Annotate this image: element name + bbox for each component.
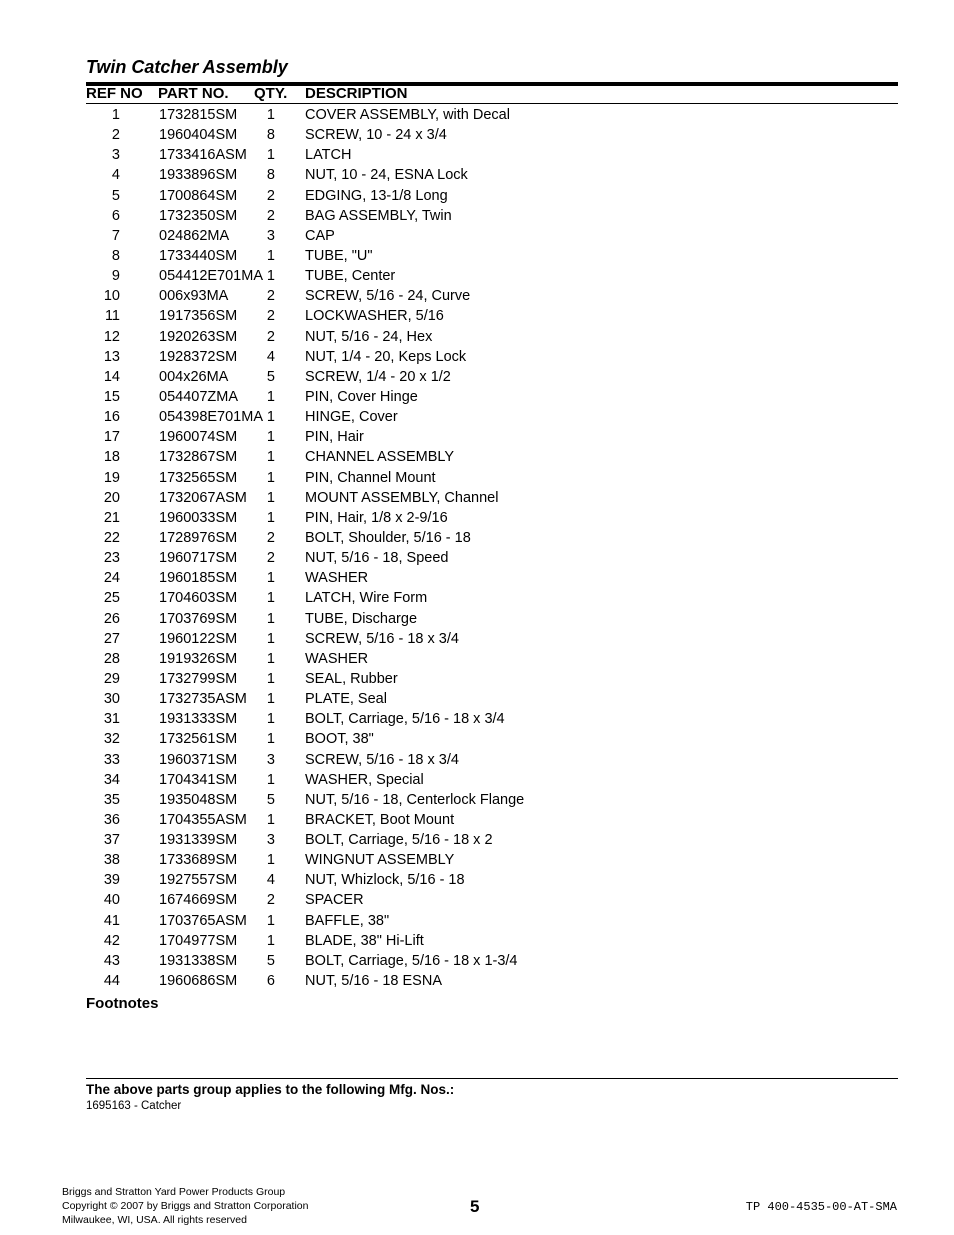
description-cell: LOCKWASHER, 5/16 — [305, 308, 444, 325]
description-cell: WASHER, Special — [305, 771, 424, 788]
description-cell: COVER ASSEMBLY, with Decal — [305, 107, 510, 123]
ref-no-cell: 7 — [111, 227, 120, 244]
ref-no-cell: 29 — [103, 670, 120, 687]
part-no-cell: 1919326SM — [159, 650, 238, 667]
description-cell: PIN, Cover Hinge — [305, 388, 418, 405]
table-row — [0, 932, 954, 952]
ref-no-cell: 11 — [104, 308, 120, 325]
ref-no-cell: 3 — [111, 147, 120, 164]
part-no-cell: 1960371SM — [159, 751, 238, 768]
qty-cell: 2 — [266, 207, 275, 224]
part-no-cell: 1733440SM — [159, 247, 238, 264]
ref-no-cell: 5 — [111, 187, 120, 204]
part-no-cell: 1732815SM — [159, 107, 238, 123]
description-cell: PIN, Hair — [305, 429, 364, 446]
description-cell: BOLT, Shoulder, 5/16 - 18 — [305, 529, 471, 546]
description-cell: WASHER — [305, 650, 369, 667]
description-cell: HINGE, Cover — [305, 409, 398, 426]
description-cell: NUT, 5/16 - 24, Hex — [305, 328, 433, 345]
description-cell: SCREW, 5/16 - 24, Curve — [305, 288, 471, 305]
description-cell: BOLT, Carriage, 5/16 - 18 x 3/4 — [305, 711, 505, 728]
ref-no-cell: 4 — [111, 167, 120, 184]
part-no-cell: 1927557SM — [159, 872, 238, 889]
description-cell: NUT, 5/16 - 18, Speed — [305, 550, 449, 567]
qty-cell: 6 — [266, 973, 275, 990]
part-no-cell: 1960185SM — [159, 570, 238, 587]
page-number: 5 — [470, 1197, 480, 1216]
part-no-cell: 1732565SM — [159, 469, 238, 486]
ref-no-cell: 17 — [103, 429, 120, 446]
part-no-cell: 024862MA — [159, 227, 230, 244]
part-no-cell: 1917356SM — [159, 308, 238, 325]
part-no-cell: 1931338SM — [159, 952, 238, 969]
description-cell: SCREW, 5/16 - 18 x 3/4 — [305, 630, 459, 647]
table-row — [0, 448, 954, 468]
qty-cell: 2 — [266, 308, 275, 325]
table-row — [0, 126, 954, 146]
part-no-cell: 054412E701MA — [159, 268, 263, 285]
table-row — [0, 650, 954, 670]
table-row — [0, 851, 954, 871]
table-row — [0, 328, 954, 348]
ref-no-cell: 22 — [103, 529, 120, 546]
ref-no-cell: 40 — [103, 892, 120, 909]
table-row — [0, 751, 954, 771]
document-number: TP 400-4535-00-AT-SMA — [745, 1200, 897, 1214]
ref-no-cell: 25 — [103, 590, 120, 607]
description-cell: BRACKET, Boot Mount — [305, 811, 455, 828]
qty-cell: 2 — [266, 529, 275, 546]
ref-no-cell: 28 — [103, 650, 120, 667]
description-cell: SCREW, 1/4 - 20 x 1/2 — [305, 368, 451, 385]
qty-cell: 1 — [266, 409, 275, 426]
header-rule — [86, 103, 898, 104]
footer-line: Briggs and Stratton Yard Power Products Group — [62, 1186, 286, 1198]
qty-cell: 1 — [266, 630, 275, 647]
qty-cell: 1 — [266, 731, 275, 748]
qty-cell: 1 — [266, 388, 275, 405]
qty-cell: 5 — [266, 952, 275, 969]
description-cell: BAG ASSEMBLY, Twin — [305, 207, 452, 224]
qty-cell: 1 — [266, 650, 275, 667]
part-no-cell: 1960033SM — [159, 509, 238, 526]
description-cell: BOLT, Carriage, 5/16 - 18 x 2 — [305, 832, 493, 849]
part-no-cell: 1704977SM — [159, 932, 238, 949]
table-row — [0, 267, 954, 287]
ref-no-cell: 36 — [103, 811, 120, 828]
qty-cell: 4 — [266, 348, 275, 365]
ref-no-cell: 27 — [103, 630, 120, 647]
ref-no-cell: 26 — [103, 610, 120, 627]
description-cell: PLATE, Seal — [305, 691, 387, 708]
part-no-cell: 1732350SM — [159, 207, 238, 224]
description-cell: BAFFLE, 38" — [305, 912, 390, 929]
description-cell: TUBE, Discharge — [305, 610, 418, 627]
ref-no-cell: 19 — [103, 469, 120, 486]
description-cell: SCREW, 10 - 24 x 3/4 — [305, 127, 447, 144]
description-cell: LATCH, Wire Form — [305, 590, 428, 607]
description-cell: PIN, Channel Mount — [305, 469, 436, 486]
ref-no-cell: 34 — [103, 771, 120, 788]
description-cell: BOOT, 38" — [305, 731, 374, 748]
qty-cell: 3 — [266, 227, 275, 244]
table-row — [0, 569, 954, 589]
ref-no-cell: 42 — [103, 932, 120, 949]
qty-cell: 3 — [266, 832, 275, 849]
table-row — [0, 529, 954, 549]
description-cell: WASHER — [305, 570, 369, 587]
part-no-cell: 1931339SM — [159, 832, 238, 849]
header-description: DESCRIPTION — [305, 85, 408, 102]
footnotes-heading: Footnotes — [86, 995, 159, 1012]
ref-no-cell: 14 — [103, 368, 120, 385]
table-row — [0, 166, 954, 186]
table-row — [0, 489, 954, 509]
part-no-cell: 1732867SM — [159, 449, 238, 466]
part-no-cell: 1732799SM — [159, 670, 238, 687]
ref-no-cell: 32 — [103, 731, 120, 748]
table-row — [0, 690, 954, 710]
table-row — [0, 146, 954, 166]
description-cell: NUT, 1/4 - 20, Keps Lock — [305, 348, 467, 365]
part-no-cell: 1960686SM — [159, 973, 238, 990]
table-row — [0, 952, 954, 972]
ref-no-cell: 13 — [103, 348, 120, 365]
ref-no-cell: 12 — [103, 328, 120, 345]
qty-cell: 8 — [266, 167, 275, 184]
ref-no-cell: 43 — [103, 952, 120, 969]
description-cell: NUT, 5/16 - 18 ESNA — [305, 973, 442, 990]
ref-no-cell: 33 — [103, 751, 120, 768]
description-cell: CHANNEL ASSEMBLY — [305, 449, 455, 466]
table-row — [0, 368, 954, 388]
qty-cell: 5 — [266, 791, 275, 808]
footer-line: Milwaukee, WI, USA. All rights reserved — [62, 1214, 247, 1226]
table-row — [0, 207, 954, 227]
ref-no-cell: 10 — [103, 288, 120, 305]
part-no-cell: 004x26MA — [159, 368, 229, 385]
qty-cell: 1 — [266, 147, 275, 164]
part-no-cell: 1933896SM — [159, 167, 238, 184]
description-cell: BLADE, 38" Hi-Lift — [305, 932, 424, 949]
qty-cell: 8 — [266, 127, 275, 144]
qty-cell: 1 — [266, 912, 275, 929]
part-no-cell: 1960122SM — [159, 630, 238, 647]
description-cell: SPACER — [305, 892, 364, 909]
ref-no-cell: 9 — [111, 268, 120, 285]
part-no-cell: 1960074SM — [159, 429, 238, 446]
ref-no-cell: 24 — [103, 570, 120, 587]
page-title: Twin Catcher Assembly — [86, 57, 288, 77]
mfg-number: 1695163 - Catcher — [86, 1100, 182, 1112]
qty-cell: 2 — [266, 328, 275, 345]
ref-no-cell: 1 — [111, 107, 120, 123]
qty-cell: 1 — [266, 932, 275, 949]
table-row — [0, 811, 954, 831]
ref-no-cell: 35 — [103, 791, 120, 808]
part-no-cell: 054398E701MA — [159, 409, 263, 426]
header-qty: QTY. — [254, 85, 288, 102]
part-no-cell: 1700864SM — [159, 187, 238, 204]
qty-cell: 1 — [266, 670, 275, 687]
part-no-cell: 1674669SM — [159, 892, 238, 909]
ref-no-cell: 15 — [103, 388, 120, 405]
description-cell: SCREW, 5/16 - 18 x 3/4 — [305, 751, 459, 768]
part-no-cell: 1732561SM — [159, 731, 238, 748]
qty-cell: 1 — [266, 711, 275, 728]
qty-cell: 1 — [266, 449, 275, 466]
table-row — [0, 791, 954, 811]
part-no-cell: 1703769SM — [159, 610, 238, 627]
mfg-rule — [86, 1078, 898, 1079]
ref-no-cell: 16 — [103, 409, 120, 426]
table-row — [0, 287, 954, 307]
qty-cell: 1 — [266, 852, 275, 869]
description-cell: WINGNUT ASSEMBLY — [305, 852, 455, 869]
table-row — [0, 469, 954, 489]
ref-no-cell: 38 — [103, 852, 120, 869]
qty-cell: 1 — [266, 107, 275, 123]
table-row — [0, 972, 954, 992]
part-no-cell: 1928372SM — [159, 348, 238, 365]
qty-cell: 1 — [266, 570, 275, 587]
table-row — [0, 348, 954, 368]
qty-cell: 1 — [266, 429, 275, 446]
footer-line: Copyright © 2007 by Briggs and Stratton Corporation — [62, 1200, 309, 1212]
ref-no-cell: 23 — [103, 550, 120, 567]
qty-cell: 1 — [266, 247, 275, 264]
table-row — [0, 710, 954, 730]
description-cell: TUBE, Center — [305, 268, 396, 285]
part-no-cell: 1920263SM — [159, 328, 238, 345]
part-no-cell: 1960404SM — [159, 127, 238, 144]
qty-cell: 2 — [266, 288, 275, 305]
table-row — [0, 106, 954, 126]
qty-cell: 1 — [266, 610, 275, 627]
table-row — [0, 670, 954, 690]
qty-cell: 4 — [266, 872, 275, 889]
qty-cell: 1 — [266, 771, 275, 788]
qty-cell: 1 — [266, 590, 275, 607]
header-ref-no: REF NO — [86, 85, 143, 102]
part-no-cell: 1728976SM — [159, 529, 238, 546]
description-cell: CAP — [305, 227, 335, 244]
part-no-cell: 1704603SM — [159, 590, 238, 607]
table-row — [0, 187, 954, 207]
ref-no-cell: 31 — [103, 711, 120, 728]
ref-no-cell: 39 — [103, 872, 120, 889]
header-part-no: PART NO. — [158, 85, 229, 102]
qty-cell: 1 — [266, 268, 275, 285]
description-cell: LATCH — [305, 147, 352, 164]
ref-no-cell: 21 — [103, 509, 120, 526]
description-cell: TUBE, "U" — [305, 247, 373, 264]
table-row — [0, 227, 954, 247]
qty-cell: 2 — [266, 187, 275, 204]
part-no-cell: 1704355ASM — [159, 811, 247, 828]
table-row — [0, 730, 954, 750]
ref-no-cell: 44 — [103, 973, 120, 990]
table-row — [0, 549, 954, 569]
description-cell: EDGING, 13-1/8 Long — [305, 187, 448, 204]
description-cell: MOUNT ASSEMBLY, Channel — [305, 489, 499, 506]
description-cell: NUT, 5/16 - 18, Centerlock Flange — [305, 791, 525, 808]
table-row — [0, 509, 954, 529]
description-cell: NUT, 10 - 24, ESNA Lock — [305, 167, 468, 184]
table-row — [0, 912, 954, 932]
description-cell: PIN, Hair, 1/8 x 2-9/16 — [305, 509, 448, 526]
qty-cell: 1 — [266, 509, 275, 526]
ref-no-cell: 2 — [111, 127, 120, 144]
table-row — [0, 388, 954, 408]
table-row — [0, 891, 954, 911]
table-row — [0, 307, 954, 327]
table-row — [0, 831, 954, 851]
qty-cell: 1 — [266, 469, 275, 486]
ref-no-cell: 20 — [103, 489, 120, 506]
part-no-cell: 1935048SM — [159, 791, 238, 808]
ref-no-cell: 18 — [103, 449, 120, 466]
part-no-cell: 1704341SM — [159, 771, 238, 788]
qty-cell: 3 — [266, 751, 275, 768]
table-row — [0, 247, 954, 267]
part-no-cell: 1733689SM — [159, 852, 238, 869]
qty-cell: 5 — [266, 368, 275, 385]
footer-publisher — [62, 1185, 308, 1227]
part-no-cell: 1732067ASM — [159, 489, 247, 506]
table-row — [0, 428, 954, 448]
table-row — [0, 408, 954, 428]
part-no-cell: 1931333SM — [159, 711, 238, 728]
ref-no-cell: 8 — [111, 247, 120, 264]
qty-cell: 1 — [266, 811, 275, 828]
part-no-cell: 1732735ASM — [159, 691, 247, 708]
qty-cell: 1 — [266, 489, 275, 506]
qty-cell: 2 — [266, 892, 275, 909]
description-cell: SEAL, Rubber — [305, 670, 398, 687]
part-no-cell: 1733416ASM — [159, 147, 247, 164]
part-no-cell: 054407ZMA — [159, 388, 238, 405]
ref-no-cell: 30 — [103, 691, 120, 708]
ref-no-cell: 41 — [103, 912, 120, 929]
table-row — [0, 771, 954, 791]
description-cell: BOLT, Carriage, 5/16 - 18 x 1-3/4 — [305, 952, 518, 969]
part-no-cell: 006x93MA — [159, 288, 229, 305]
ref-no-cell: 37 — [103, 832, 120, 849]
table-row — [0, 630, 954, 650]
mfg-heading: The above parts group applies to the following Mfg. Nos.: — [86, 1082, 455, 1097]
part-no-cell: 1960717SM — [159, 550, 238, 567]
qty-cell: 1 — [266, 691, 275, 708]
ref-no-cell: 6 — [111, 207, 120, 224]
parts-table — [0, 106, 954, 992]
qty-cell: 2 — [266, 550, 275, 567]
table-row — [0, 589, 954, 609]
table-row — [0, 610, 954, 630]
description-cell: NUT, Whizlock, 5/16 - 18 — [305, 872, 465, 889]
part-no-cell: 1703765ASM — [159, 912, 247, 929]
table-row — [0, 871, 954, 891]
